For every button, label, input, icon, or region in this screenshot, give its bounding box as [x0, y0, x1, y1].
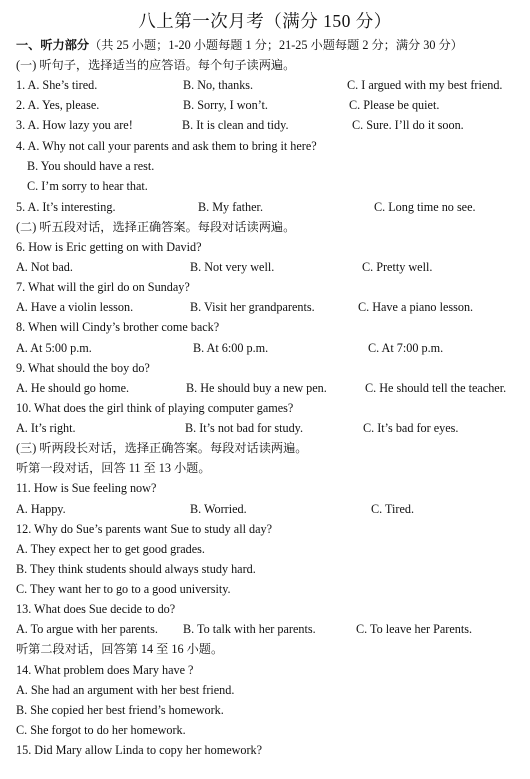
q1-option-a: 1. A. She’s tired.: [16, 78, 98, 92]
q5-option-c: C. Long time no see.: [374, 200, 476, 214]
q12-option-a: A. They expect her to get good grades.: [16, 542, 205, 556]
q7-option-a: A. Have a violin lesson.: [16, 300, 134, 314]
q6-option-a: A. Not bad.: [16, 260, 73, 274]
q14-option-a: A. She had an argument with her best friend.: [16, 683, 235, 697]
q10-option-a: A. It’s right.: [16, 421, 76, 435]
q12-option-c: C. They want her to go to a good university.: [16, 582, 231, 596]
q4-option-a: 4. A. Why not call your parents and ask them to bring it here?: [16, 139, 317, 153]
q10-option-b: B. It’s not bad for study.: [185, 421, 304, 435]
q6-question: 6. How is Eric getting on with David?: [16, 240, 202, 254]
q14-option-b: B. She copied her best friend’s homework.: [16, 703, 224, 717]
dialogue1-instruction: 听第一段对话，回答 11 至 13 小题。: [16, 461, 211, 475]
q13-option-a: A. To argue with her parents.: [16, 622, 158, 636]
q9-option-a: A. He should go home.: [16, 381, 130, 395]
q2-option-a: 2. A. Yes, please.: [16, 98, 100, 112]
q4-option-c: C. I’m sorry to hear that.: [27, 179, 148, 193]
q13-option-c: C. To leave her Parents.: [356, 622, 473, 636]
q3-option-c: C. Sure. I’ll do it soon.: [352, 118, 464, 132]
q4-option-b: B. You should have a rest.: [27, 159, 155, 173]
part1-heading-label: 一、听力部分: [16, 38, 90, 52]
q8-option-a: A. At 5:00 p.m.: [16, 341, 92, 355]
q14-question: 14. What problem does Mary have ?: [16, 663, 194, 677]
part1-heading-detail: （共 25 小题；1-20 小题每题 1 分；21-25 小题每题 2 分；满分 30 分）: [89, 38, 463, 52]
q12-question: 12. Why do Sue’s parents want Sue to study all day?: [16, 522, 273, 536]
section2-instruction: (二) 听五段对话，选择正确答案。每段对话读两遍。: [16, 220, 296, 234]
section3-instruction: (三) 听两段长对话，选择正确答案。每段对话读两遍。: [16, 441, 308, 455]
q12-option-b: B. They think students should always study hard.: [16, 562, 256, 576]
exam-title: 八上第一次月考（满分 150 分）: [138, 11, 392, 31]
q7-question: 7. What will the girl do on Sunday?: [16, 280, 190, 294]
q7-option-b: B. Visit her grandparents.: [190, 300, 315, 314]
q6-option-b: B. Not very well.: [190, 260, 275, 274]
q5-option-b: B. My father.: [198, 200, 263, 214]
q11-option-b: B. Worried.: [190, 502, 247, 516]
section1-instruction: (一) 听句子，选择适当的应答语。每个句子读两遍。: [16, 58, 296, 72]
q8-option-b: B. At 6:00 p.m.: [193, 341, 269, 355]
q2-option-c: C. Please be quiet.: [349, 98, 440, 112]
q13-option-b: B. To talk with her parents.: [183, 622, 316, 636]
q8-question: 8. When will Cindy’s brother come back?: [16, 320, 220, 334]
dialogue2-instruction: 听第二段对话，回答第 14 至 16 小题。: [16, 642, 224, 656]
q10-option-c: C. It’s bad for eyes.: [363, 421, 459, 435]
q9-option-c: C. He should tell the teacher.: [365, 381, 507, 395]
q2-option-b: B. Sorry, I won’t.: [183, 98, 268, 112]
q11-question: 11. How is Sue feeling now?: [16, 481, 157, 495]
q1-option-b: B. No, thanks.: [183, 78, 254, 92]
q1-option-c: C. I argued with my best friend.: [347, 78, 503, 92]
q9-question: 9. What should the boy do?: [16, 361, 150, 375]
q14-option-c: C. She forgot to do her homework.: [16, 723, 186, 737]
q3-option-a: 3. A. How lazy you are!: [16, 118, 133, 132]
q5-option-a: 5. A. It’s interesting.: [16, 200, 116, 214]
q10-question: 10. What does the girl think of playing computer games?: [16, 401, 294, 415]
q11-option-a: A. Happy.: [16, 502, 66, 516]
q3-option-b: B. It is clean and tidy.: [182, 118, 289, 132]
q13-question: 13. What does Sue decide to do?: [16, 602, 176, 616]
q11-option-c: C. Tired.: [371, 502, 415, 516]
part1-heading: [16, 38, 463, 53]
q9-option-b: B. He should buy a new pen.: [186, 381, 327, 395]
q7-option-c: C. Have a piano lesson.: [358, 300, 474, 314]
q15-question: 15. Did Mary allow Linda to copy her homework?: [16, 743, 263, 757]
q6-option-c: C. Pretty well.: [362, 260, 433, 274]
q8-option-c: C. At 7:00 p.m.: [368, 341, 444, 355]
